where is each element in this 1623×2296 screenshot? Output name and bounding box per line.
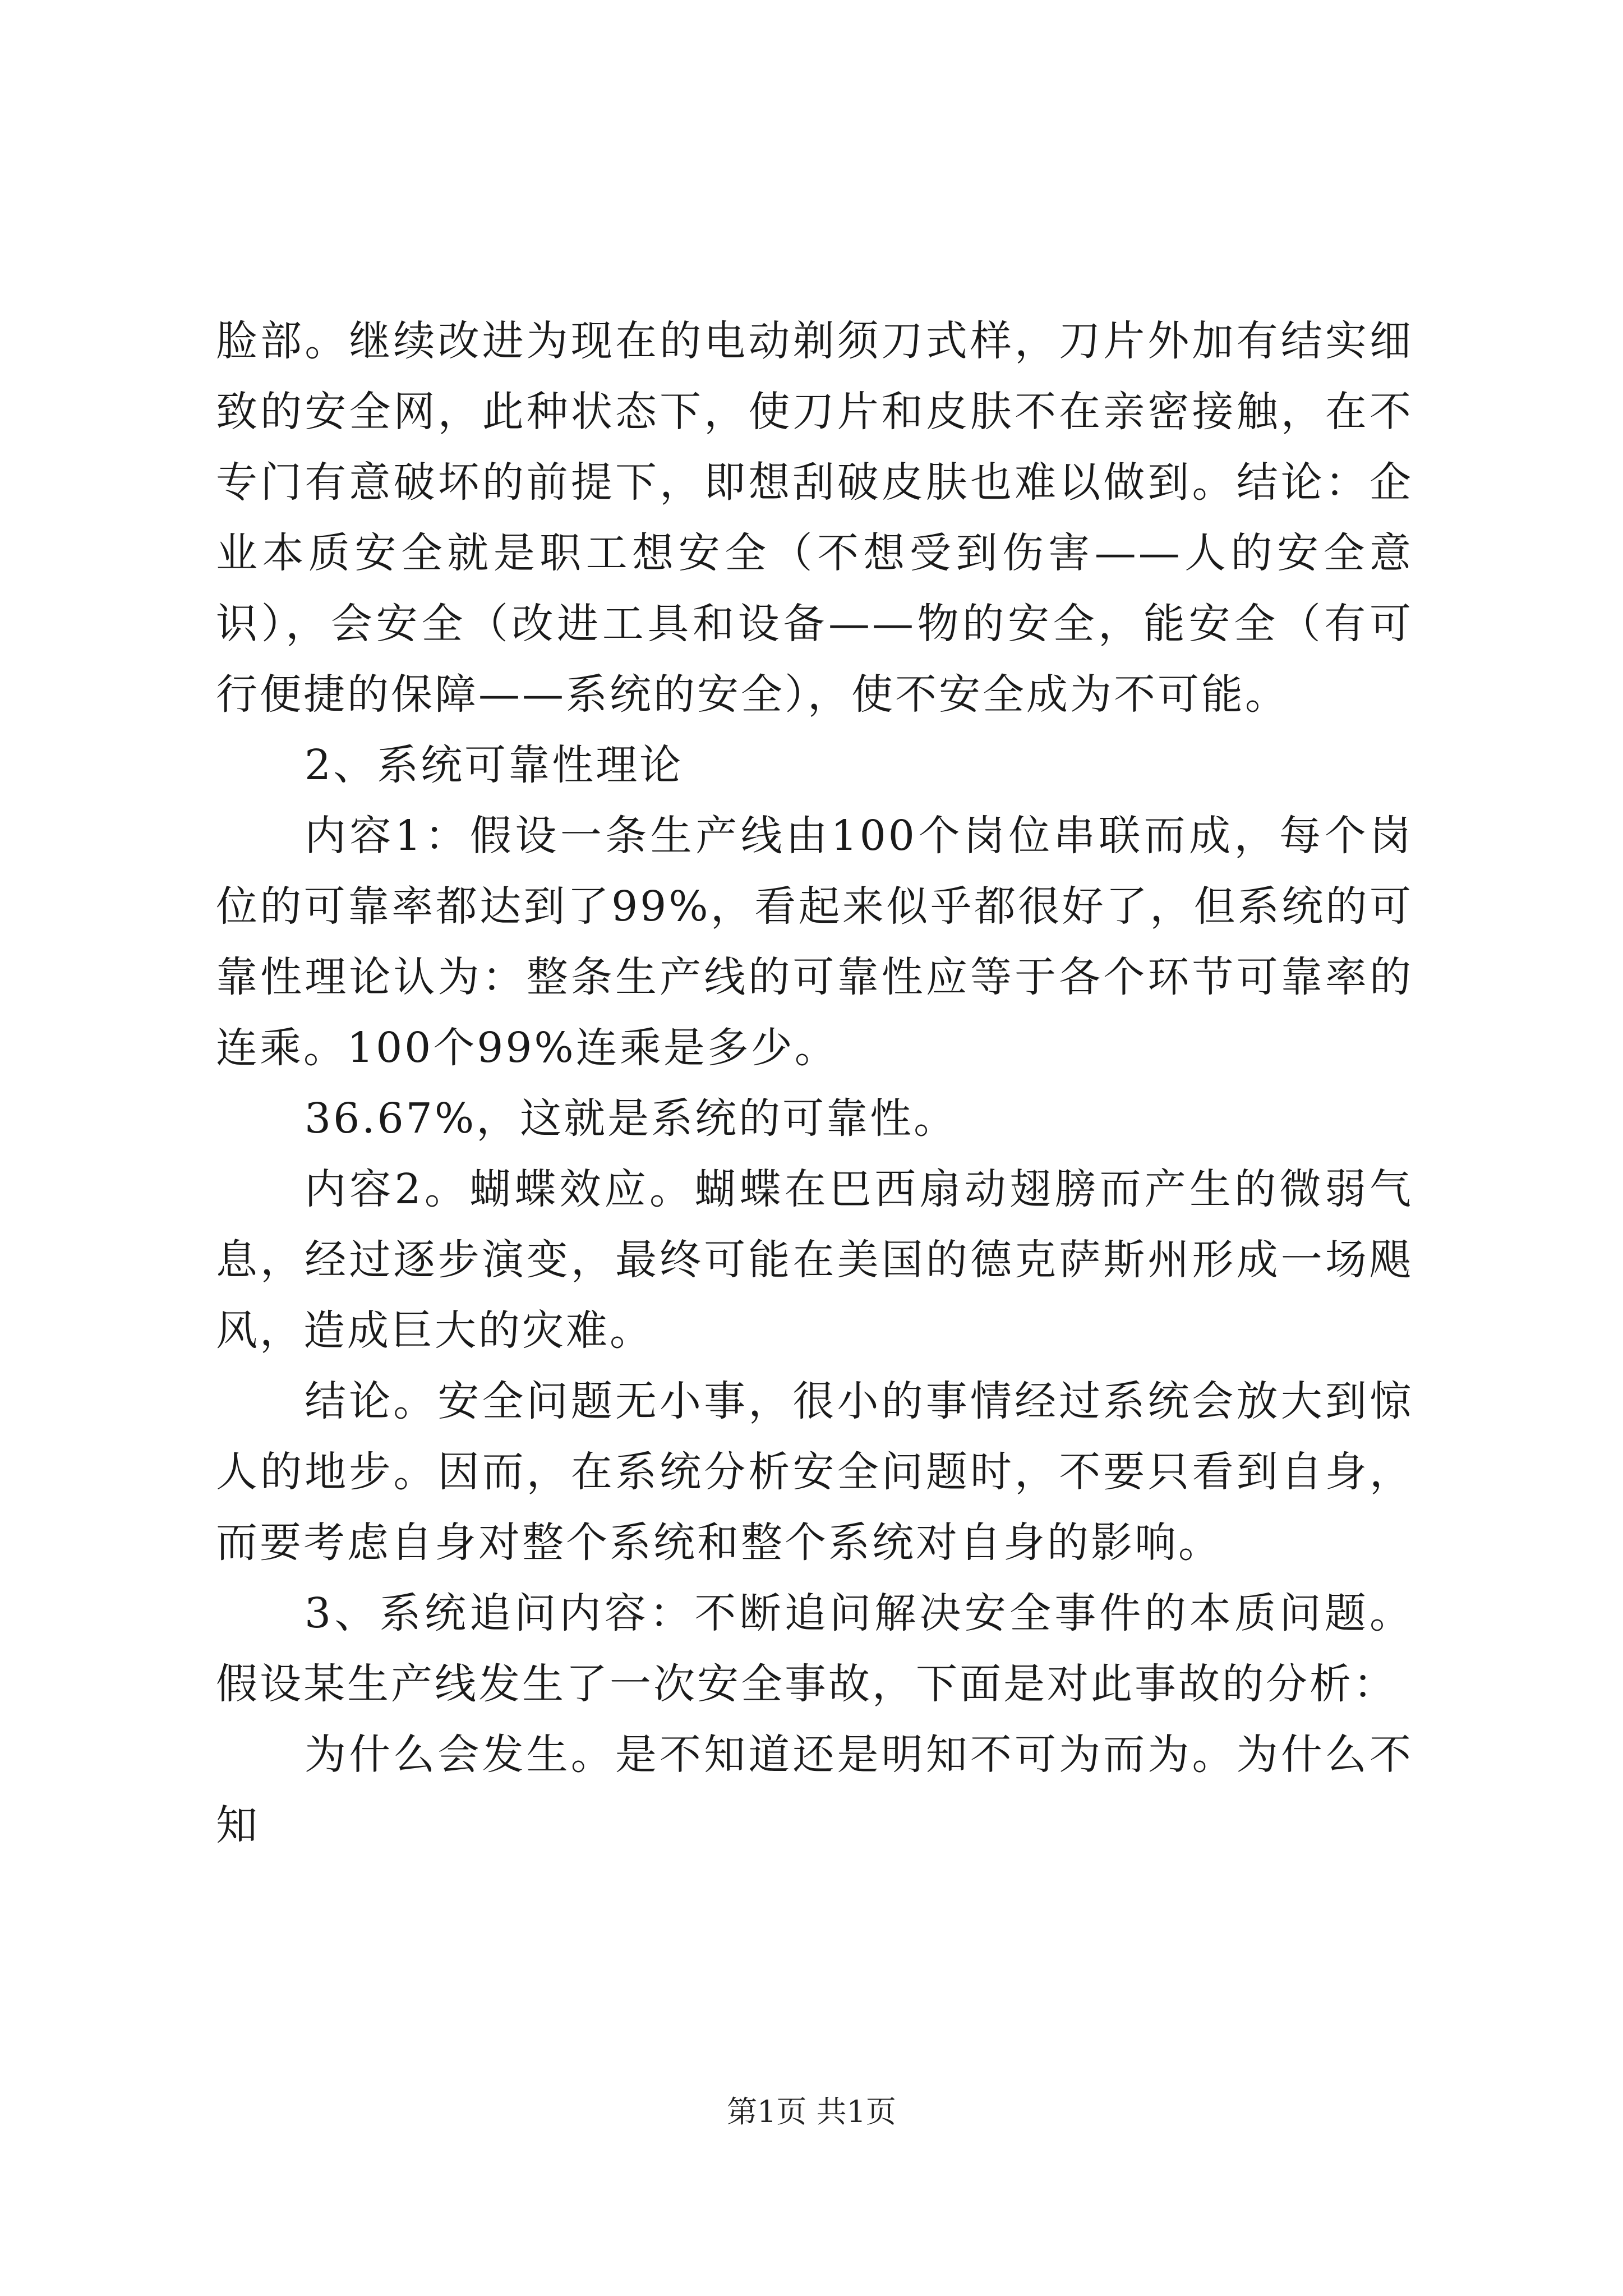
- section-heading-system-reliability: 2、系统可靠性理论: [305, 741, 684, 789]
- paragraph-reliability-result: 36.67%，这就是系统的可靠性。: [305, 1094, 958, 1143]
- document-body: [216, 306, 1413, 1861]
- paragraph-conclusion: 结论。安全问题无小事，很小的事情经过系统会放大到惊人的地步。因而，在系统分析安全问题时，不要只看到自身，而要考虑自身对整个系统和整个系统对自身的影响。: [216, 1377, 1413, 1567]
- section-heading-system-inquiry: 3、系统追问内容：不断追问解决安全事件的本质问题。假设某生产线发生了一次安全事故，下面是对此事故的分析：: [216, 1589, 1413, 1708]
- page-number-footer: 第1页 共1页: [727, 2094, 896, 2129]
- paragraph-why-question: 为什么会发生。是不知道还是明知不可为而为。为什么不知: [216, 1731, 1413, 1849]
- paragraph-continuation: 脸部。继续改进为现在的电动剃须刀式样，刀片外加有结实细致的安全网，此种状态下，使刀片和皮肤不在亲密接触，在不专门有意破坏的前提下，即想刮破皮肤也难以做到。结论：企业本质安全就是职工想安全（不想受到伤害——人的安全意识），会安全（改进工具和设备——物的安全，能安全（有可行便捷的保障——系统的安全），使不安全成为不可能。: [216, 317, 1413, 719]
- paragraph-content-1: 内容1：假设一条生产线由100个岗位串联而成，每个岗位的可靠率都达到了99%，看起来似乎都很好了，但系统的可靠性理论认为：整条生产线的可靠性应等于各个环节可靠率的连乘。100个99%连乘是多少。: [216, 812, 1413, 1072]
- paragraph-content-2-butterfly-effect: 内容2。蝴蝶效应。蝴蝶在巴西扇动翅膀而产生的微弱气息，经过逐步演变，最终可能在美国的德克萨斯州形成一场飓风，造成巨大的灾难。: [216, 1165, 1413, 1355]
